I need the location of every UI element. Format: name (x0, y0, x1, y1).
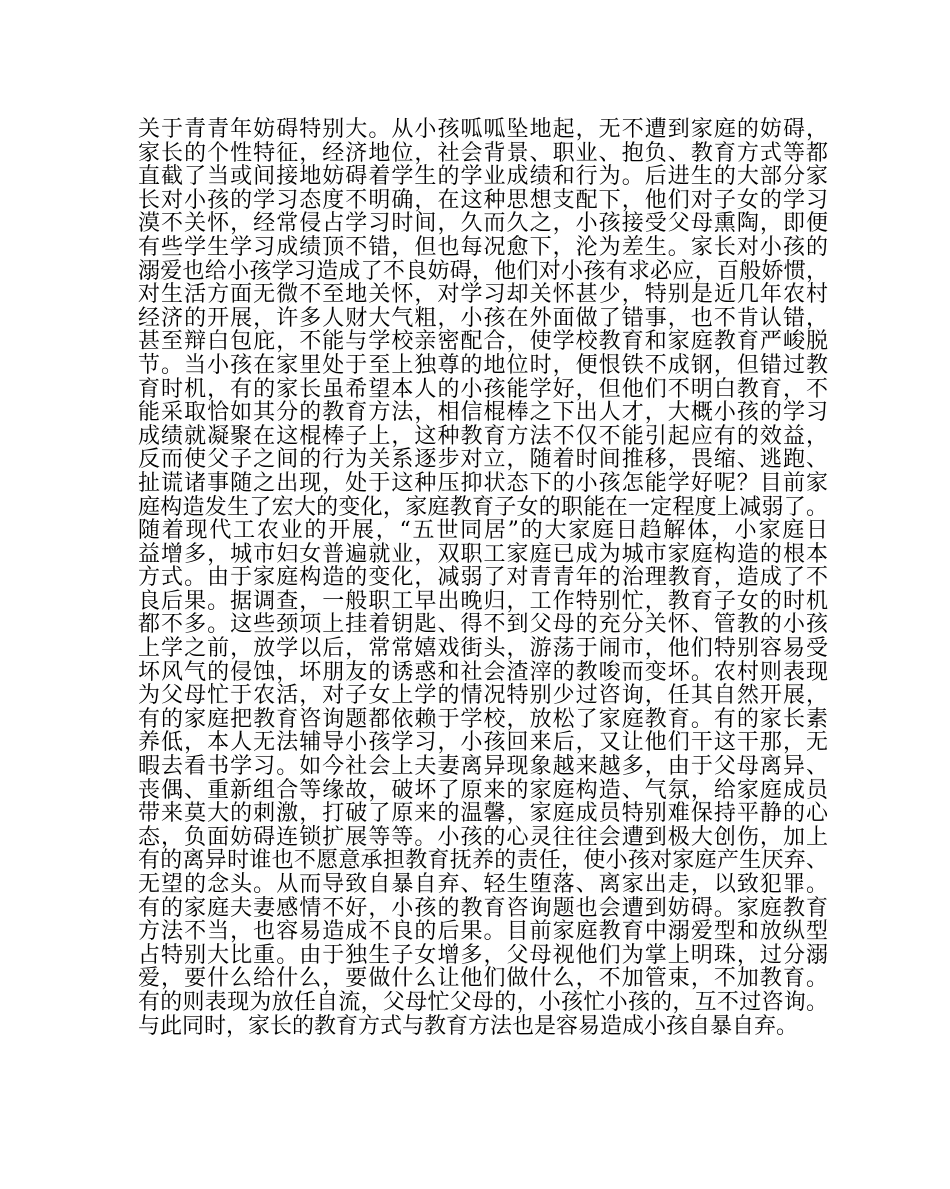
text-line: 溺爱也给小孩学习造成了不良妨碍，他们对小孩有求必应，百般娇惯， (138, 258, 828, 284)
text-line: 上学之前，放学以后，常常嬉戏街头，游荡于闹市，他们特别容易受 (138, 636, 828, 662)
text-line: 带来莫大的刺激，打破了原来的温馨，家庭成员特别难保持平静的心 (138, 801, 828, 827)
text-line: 家长的个性特征，经济地位，社会背景、职业、抱负、教育方式等都 (138, 140, 828, 166)
body-text (138, 118, 828, 1038)
text-line: 成绩就凝聚在这棍棒子上，这种教育方法不仅不能引起应有的效益， (138, 423, 828, 449)
text-line: 漠不关怀，经常侵占学习时间，久而久之，小孩接受父母熏陶，即便 (138, 211, 828, 237)
text-line: 有的离异时谁也不愿意承担教育抚养的责任，使小孩对家庭产生厌弃、 (138, 848, 828, 874)
text-line: 益增多，城市妇女普遍就业，双职工家庭已成为城市家庭构造的根本 (138, 541, 828, 567)
text-line: 反而使父子之间的行为关系逐步对立，随着时间推移，畏缩、逃跑、 (138, 447, 828, 473)
text-line: 占特别大比重。由于独生子女增多，父母视他们为掌上明珠，过分溺 (138, 942, 828, 968)
text-line: 直截了当或间接地妨碍着学生的学业成绩和行为。后进生的大部分家 (138, 164, 828, 190)
text-line: 养低，本人无法辅导小孩学习，小孩回来后，又让他们干这干那，无 (138, 730, 828, 756)
text-line: 有的家庭夫妻感情不好，小孩的教育咨询题也会遭到妨碍。家庭教育 (138, 895, 828, 921)
text-line: 节。当小孩在家里处于至上独尊的地位时，便恨铁不成钢，但错过教 (138, 352, 828, 378)
text-line: 都不多。这些颈项上挂着钥匙、得不到父母的充分关怀、管教的小孩 (138, 612, 828, 638)
text-line: 方法不当，也容易造成不良的后果。目前家庭教育中溺爱型和放纵型 (138, 919, 828, 945)
text-line: 对生活方面无微不至地关怀，对学习却关怀甚少，特别是近几年农村 (138, 282, 828, 308)
text-line: 经济的开展，许多人财大气粗，小孩在外面做了错事，也不肯认错， (138, 305, 828, 331)
text-line: 无望的念头。从而导致自暴自弃、轻生堕落、离家出走，以致犯罪。 (138, 872, 828, 897)
text-line: 关于青青年妨碍特别大。从小孩呱呱坠地起，无不遭到家庭的妨碍， (138, 117, 828, 142)
text-line: 扯谎诸事随之出现，处于这种压抑状态下的小孩怎能学好呢？目前家 (138, 470, 828, 496)
text-line: 爱，要什么给什么，要做什么让他们做什么，不加管束，不加教育。 (138, 966, 828, 992)
text-line: 随着现代工农业的开展，“五世同居”的大家庭日趋解体，小家庭日 (138, 518, 828, 544)
text-line: 庭构造发生了宏大的变化，家庭教育子女的职能在一定程度上减弱了。 (138, 494, 828, 520)
text-line: 育时机，有的家长虽希望本人的小孩能学好，但他们不明白教育，不 (138, 376, 828, 402)
text-line: 长对小孩的学习态度不明确，在这种思想支配下，他们对子女的学习 (138, 187, 828, 213)
text-line: 甚至辩白包庇，不能与学校亲密配合，使学校教育和家庭教育严峻脱 (138, 329, 828, 355)
text-line: 方式。由于家庭构造的变化，减弱了对青青年的治理教育，造成了不 (138, 565, 828, 591)
text-line: 坏风气的侵蚀，坏朋友的诱惑和社会渣滓的教唆而变坏。农村则表现 (138, 659, 828, 685)
text-line: 态，负面妨碍连锁扩展等等。小孩的心灵往往会遭到极大创伤，加上 (138, 824, 828, 850)
text-line: 暇去看书学习。如今社会上夫妻离异现象越来越多，由于父母离异、 (138, 754, 828, 780)
text-line: 能采取恰如其分的教育方法，相信棍棒之下出人才，大概小孩的学习 (138, 400, 828, 426)
text-line: 丧偶、重新组合等缘故，破坏了原来的家庭构造、气氛，给家庭成员 (138, 777, 828, 803)
text-line: 良后果。据调查，一般职工早出晚归，工作特别忙，教育子女的时机 (138, 588, 828, 614)
text-line: 有的家庭把教育咨询题都依赖于学校，放松了家庭教育。有的家长素 (138, 706, 828, 732)
text-line: 与此同时，家长的教育方式与教育方法也是容易造成小孩自暴自弃。 (138, 1013, 799, 1039)
text-line: 为父母忙于农活，对子女上学的情况特别少过咨询，任其自然开展， (138, 683, 828, 709)
text-line: 有些学生学习成绩顶不错，但也每况愈下，沦为差生。家长对小孩的 (138, 234, 828, 260)
text-line: 有的则表现为放任自流，父母忙父母的，小孩忙小孩的，互不过咨询。 (138, 989, 828, 1015)
